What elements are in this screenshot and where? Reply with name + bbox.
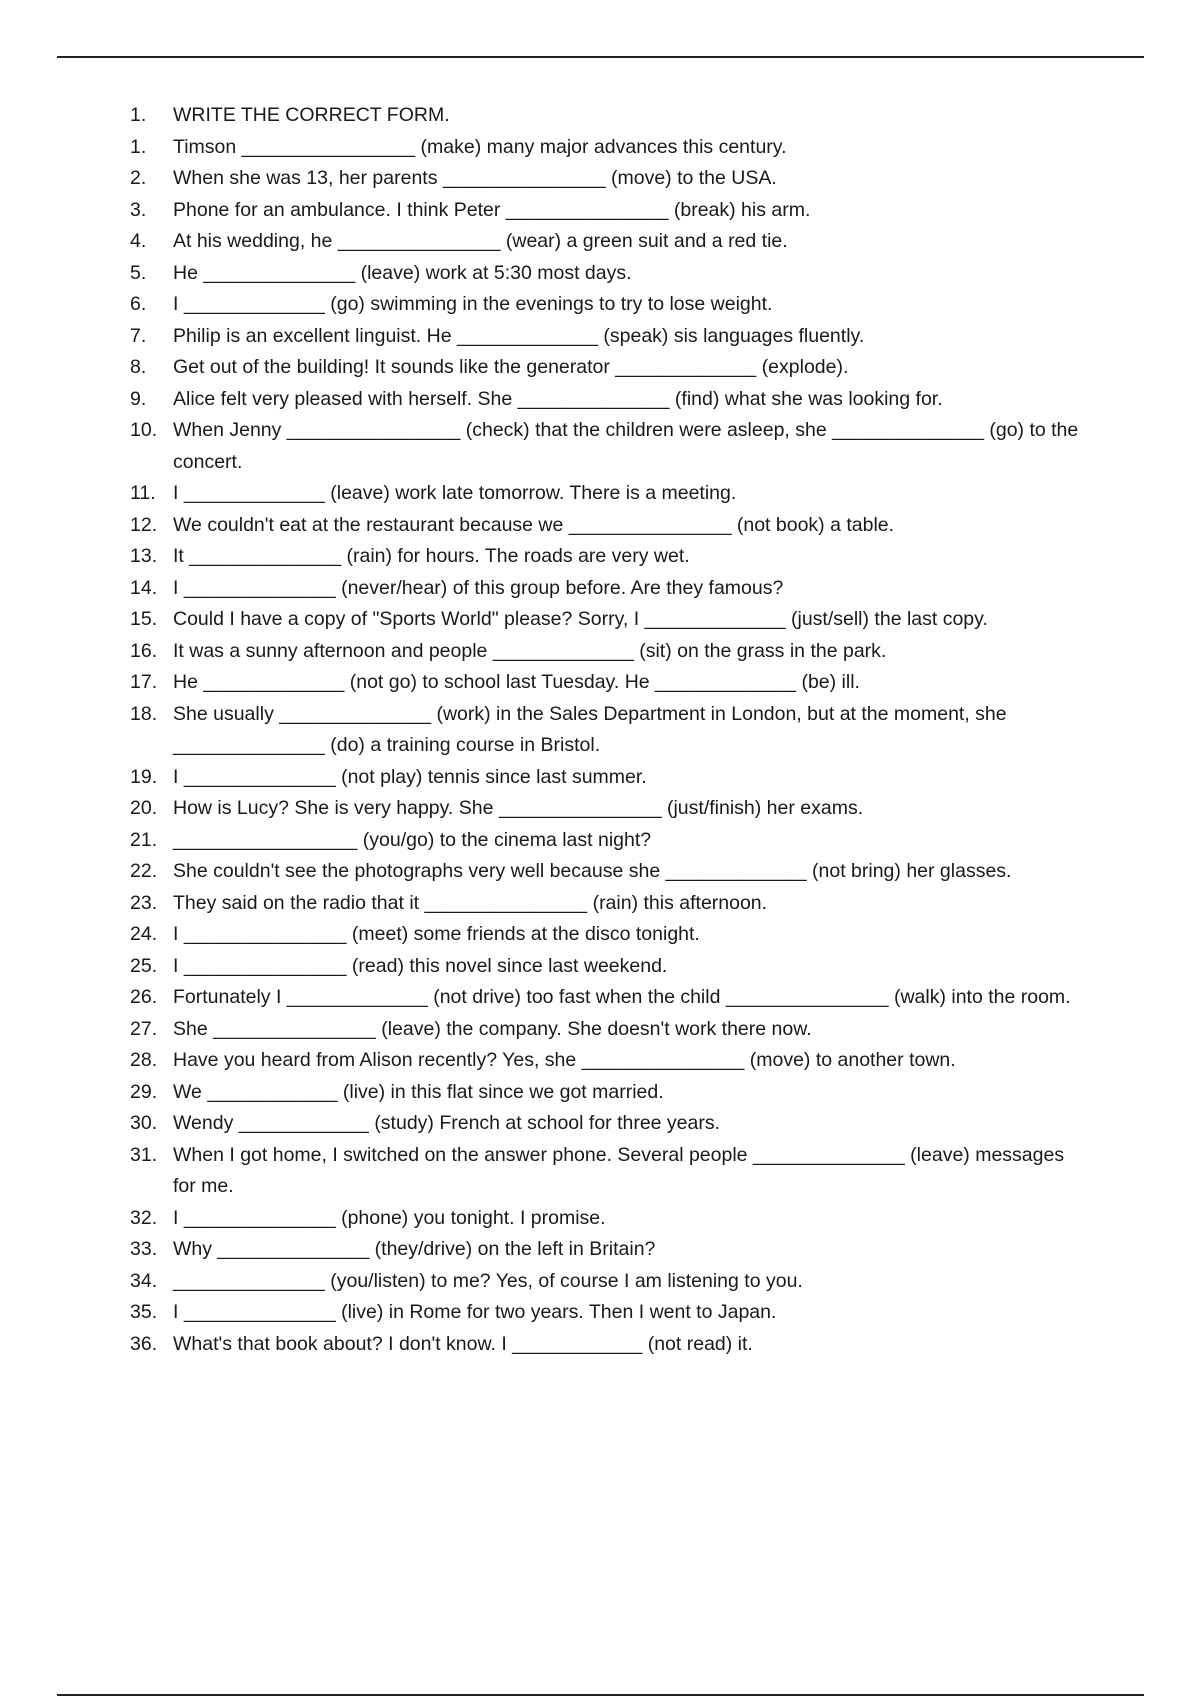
item-sentence: I _______________ (read) this novel since last weekend.: [173, 954, 668, 977]
item-number: 31.: [130, 1143, 158, 1166]
item-sentence: How is Lucy? She is very happy. She _______________ (just/finish) her exams.: [173, 797, 864, 819]
item-number: 14.: [130, 576, 158, 599]
item-sentence: At his wedding, he _______________ (wear) a green suit and a red tie.: [173, 230, 788, 252]
item-number: 6.: [130, 293, 147, 315]
heading-title: WRITE THE CORRECT FORM.: [173, 104, 450, 126]
item-number: 5.: [130, 261, 147, 284]
item-sentence: It ______________ (rain) for hours. The roads are very wet.: [173, 545, 690, 567]
item-number: 22.: [130, 860, 158, 882]
item-sentence: ______________ (do) a training course in Bristol.: [173, 734, 601, 756]
item-sentence: concert.: [173, 450, 243, 473]
item-number: 35.: [130, 1301, 158, 1323]
exercise-item-continuation: [130, 447, 1130, 479]
item-number: 2.: [130, 167, 147, 189]
item-number: 13.: [130, 545, 158, 567]
exercise-item: [130, 1140, 1130, 1172]
item-number: 15.: [130, 608, 158, 630]
item-number: 36.: [130, 1332, 158, 1355]
item-sentence: I ______________ (never/hear) of this group before. Are they famous?: [173, 576, 784, 599]
item-sentence: I _____________ (leave) work late tomorrow. There is a meeting.: [173, 482, 737, 504]
exercise-item: [130, 919, 1130, 951]
exercise-item: [130, 573, 1130, 605]
item-number: 29.: [130, 1080, 158, 1103]
item-sentence: Philip is an excellent linguist. He _____________ (speak) sis languages fluently.: [173, 324, 865, 347]
item-sentence: They said on the radio that it _______________ (rain) this afternoon.: [173, 891, 768, 914]
exercise-item: [130, 415, 1130, 447]
exercise-item: [130, 1297, 1130, 1329]
exercise-item: [130, 321, 1130, 353]
item-sentence: I _______________ (meet) some friends at the disco tonight.: [173, 923, 700, 945]
item-sentence: Fortunately I _____________ (not drive) too fast when the child _______________ (walk) into the room.: [173, 986, 1071, 1008]
item-number: 23.: [130, 891, 158, 914]
exercise-item: [130, 762, 1130, 794]
exercise-item: [130, 541, 1130, 573]
item-number: 24.: [130, 923, 158, 945]
exercise-item: [130, 667, 1130, 699]
item-number: 25.: [130, 954, 158, 977]
item-sentence: It was a sunny afternoon and people _____________ (sit) on the grass in the park.: [173, 639, 887, 662]
item-sentence: When she was 13, her parents _______________ (move) to the USA.: [173, 167, 777, 189]
exercise-item: [130, 825, 1130, 857]
item-sentence: We couldn't eat at the restaurant because we _______________ (not book) a table.: [173, 513, 895, 536]
exercise-item: [130, 226, 1130, 258]
exercise-item: [130, 982, 1130, 1014]
exercise-item: [130, 856, 1130, 888]
item-sentence: Could I have a copy of "Sports World" please? Sorry, I _____________ (just/sell) the last copy.: [173, 608, 988, 630]
item-number: 17.: [130, 671, 158, 693]
item-number: 1.: [130, 135, 147, 158]
exercise-item: [130, 132, 1130, 164]
item-number: 32.: [130, 1206, 158, 1229]
item-number: 33.: [130, 1238, 158, 1260]
exercise-item: [130, 163, 1130, 195]
item-sentence: When Jenny ________________ (check) that the children were asleep, she ______________ (go) to the: [173, 419, 1079, 441]
item-sentence: I ______________ (live) in Rome for two years. Then I went to Japan.: [173, 1301, 777, 1323]
item-sentence: _________________ (you/go) to the cinema last night?: [173, 828, 652, 851]
item-number: 11.: [130, 482, 156, 504]
item-sentence: She couldn't see the photographs very well because she _____________ (not bring) her glasses.: [173, 860, 1012, 882]
item-sentence: He ______________ (leave) work at 5:30 most days.: [173, 261, 632, 284]
item-number: 7.: [130, 324, 147, 347]
item-sentence: What's that book about? I don't know. I ____________ (not read) it.: [173, 1332, 753, 1355]
item-number: 9.: [130, 387, 147, 410]
item-number: 34.: [130, 1269, 158, 1292]
exercise-item: [130, 1234, 1130, 1266]
item-sentence: I ______________ (phone) you tonight. I promise.: [173, 1206, 606, 1229]
item-number: 18.: [130, 702, 158, 725]
exercise-item: [130, 951, 1130, 983]
exercise-heading: [130, 100, 1130, 132]
exercise-item: [130, 384, 1130, 416]
exercise-item: [130, 1077, 1130, 1109]
item-sentence: We ____________ (live) in this flat since we got married.: [173, 1080, 664, 1103]
item-number: 19.: [130, 765, 158, 788]
exercise-item: [130, 289, 1130, 321]
item-sentence: He _____________ (not go) to school last Tuesday. He _____________ (be) ill.: [173, 671, 860, 693]
exercise-list: [130, 132, 1130, 1361]
item-number: 27.: [130, 1017, 158, 1040]
item-sentence: Alice felt very pleased with herself. She ______________ (find) what she was looking for.: [173, 387, 943, 410]
item-number: 4.: [130, 230, 147, 252]
exercise-item: [130, 1203, 1130, 1235]
exercise-item: [130, 1014, 1130, 1046]
exercise-item: [130, 195, 1130, 227]
exercise-item-continuation: [130, 1171, 1130, 1203]
exercise-item-continuation: [130, 730, 1130, 762]
item-sentence: I ______________ (not play) tennis since last summer.: [173, 765, 647, 788]
item-number: 12.: [130, 513, 158, 536]
item-sentence: She _______________ (leave) the company. She doesn't work there now.: [173, 1017, 812, 1040]
heading-number: 1.: [130, 104, 147, 126]
item-sentence: Why ______________ (they/drive) on the left in Britain?: [173, 1238, 656, 1260]
item-sentence: I _____________ (go) swimming in the evenings to try to lose weight.: [173, 293, 773, 315]
exercise-item: [130, 604, 1130, 636]
exercise-item: [130, 793, 1130, 825]
item-sentence: Get out of the building! It sounds like the generator _____________ (explode).: [173, 356, 849, 378]
item-sentence: Have you heard from Alison recently? Yes, she _______________ (move) to another town.: [173, 1049, 956, 1071]
worksheet: [130, 100, 1130, 1360]
exercise-item: [130, 258, 1130, 290]
item-sentence: for me.: [173, 1175, 234, 1197]
item-number: 20.: [130, 797, 158, 819]
exercise-item: [130, 699, 1130, 731]
top-horizontal-rule: [57, 56, 1144, 58]
item-number: 21.: [130, 828, 158, 851]
item-number: 26.: [130, 986, 158, 1008]
item-number: 10.: [130, 419, 158, 441]
exercise-item: [130, 1266, 1130, 1298]
exercise-item: [130, 352, 1130, 384]
item-number: 30.: [130, 1112, 158, 1134]
exercise-item: [130, 478, 1130, 510]
item-sentence: She usually ______________ (work) in the Sales Department in London, but at the moment, she: [173, 702, 1007, 725]
item-number: 3.: [130, 198, 147, 221]
item-number: 28.: [130, 1049, 158, 1071]
bottom-horizontal-rule: [57, 1694, 1144, 1696]
item-sentence: When I got home, I switched on the answer phone. Several people ______________ (leave) messages: [173, 1143, 1065, 1166]
exercise-item: [130, 1045, 1130, 1077]
item-number: 16.: [130, 639, 158, 662]
item-sentence: ______________ (you/listen) to me? Yes, of course I am listening to you.: [173, 1269, 803, 1292]
item-number: 8.: [130, 356, 147, 378]
item-sentence: Phone for an ambulance. I think Peter _______________ (break) his arm.: [173, 198, 811, 221]
item-sentence: Wendy ____________ (study) French at school for three years.: [173, 1112, 721, 1134]
exercise-item: [130, 1108, 1130, 1140]
exercise-item: [130, 888, 1130, 920]
exercise-item: [130, 510, 1130, 542]
exercise-item: [130, 636, 1130, 668]
exercise-item: [130, 1329, 1130, 1361]
item-sentence: Timson ________________ (make) many major advances this century.: [173, 135, 787, 158]
